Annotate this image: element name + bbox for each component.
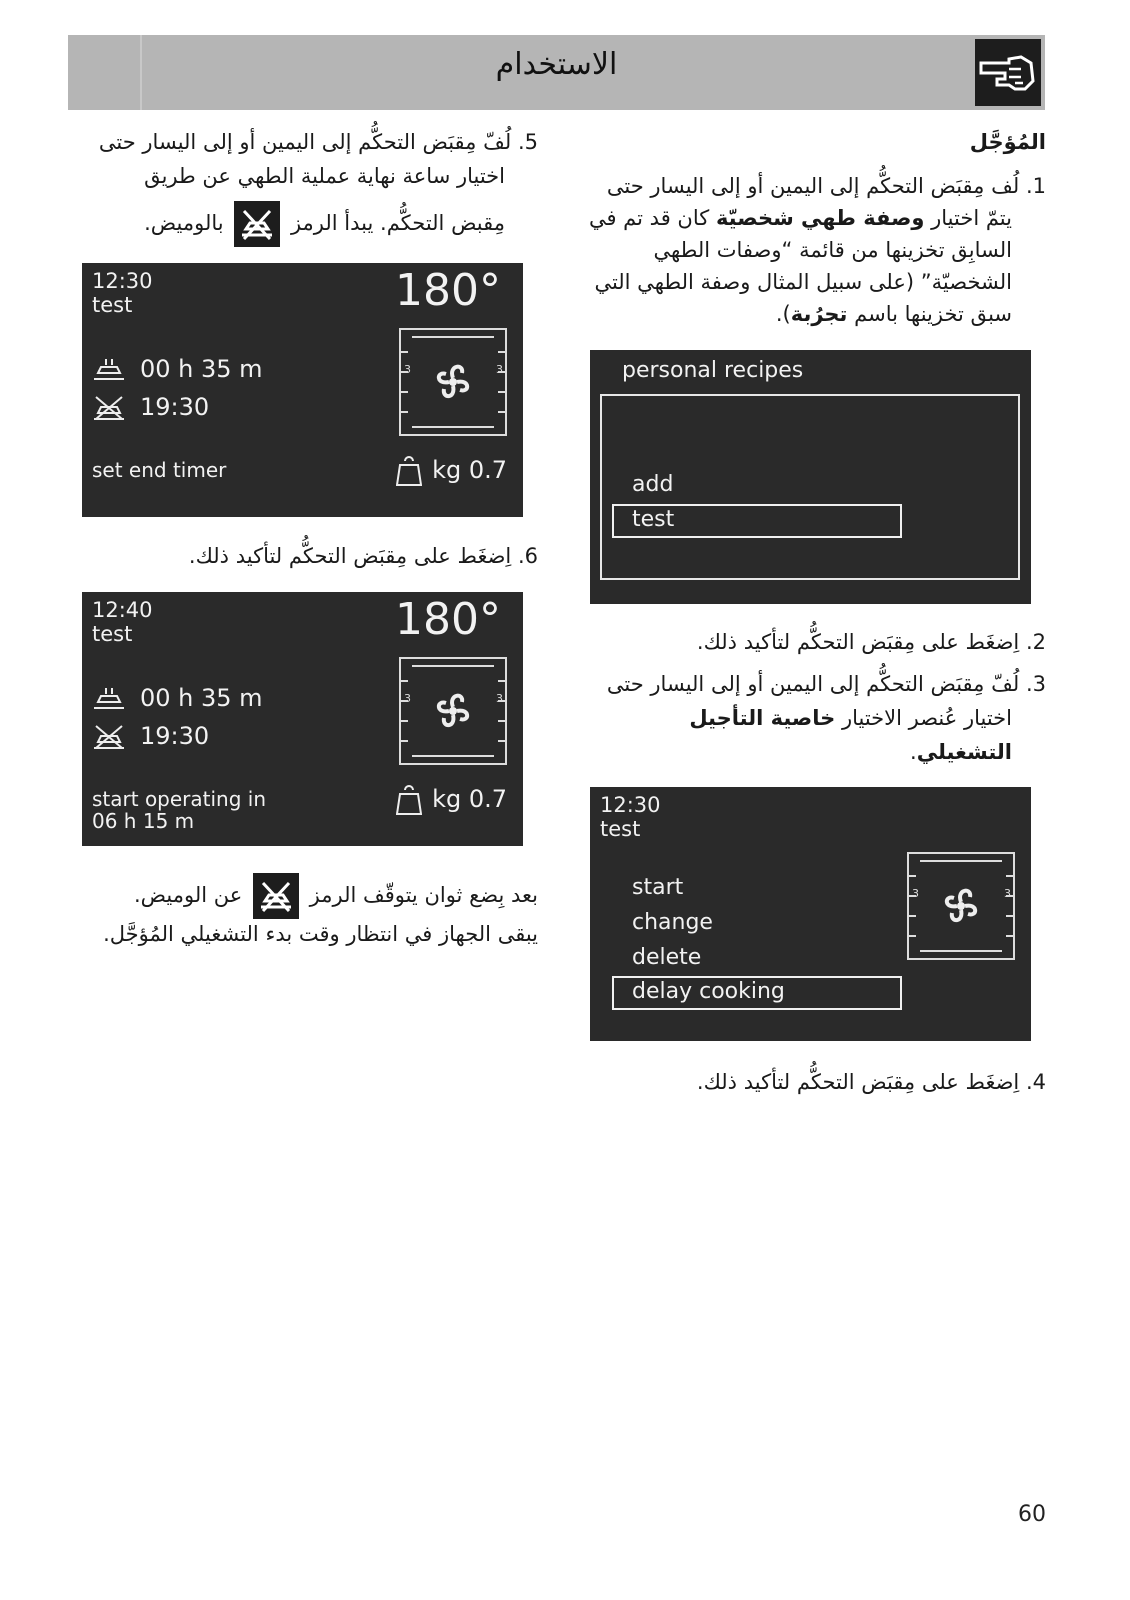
step3-text1: لُفّ مِقبَض التحكُّم إلى اليمين أو إلى اليسار حتى xyxy=(606,672,1020,696)
temperature: 180° xyxy=(395,265,501,316)
weight-icon xyxy=(396,784,422,816)
oven-display-start-operating xyxy=(82,592,523,846)
section-heading: المُؤجَّل xyxy=(969,130,1046,154)
step1-text2-bold: وصفة طهي شخصيّة xyxy=(715,206,925,230)
step6 xyxy=(68,540,538,572)
step4-number: 4. xyxy=(1025,1070,1046,1094)
menu-item-start[interactable]: start xyxy=(632,875,684,900)
page-number: 60 xyxy=(1018,1502,1046,1527)
duration-value: 00 h 35 m xyxy=(140,355,263,383)
menu-item-delete[interactable]: delete xyxy=(632,945,702,970)
note-text1b: عن الوميض. xyxy=(134,883,243,907)
step1-text2a: يتمّ اختيار xyxy=(931,206,1012,230)
recipe-name: test xyxy=(92,622,133,646)
end-timer-icon xyxy=(92,395,126,421)
status-text-line2: 06 h 15 m xyxy=(92,809,195,833)
page-header xyxy=(68,35,1045,110)
menu-item-change[interactable]: change xyxy=(632,910,713,935)
svg-text:3: 3 xyxy=(496,692,503,705)
step5-line2: اختيار ساعة نهاية عملية الطهي عن طريق xyxy=(144,164,505,188)
step3-number: 3. xyxy=(1025,672,1046,696)
weight-value: kg 0.7 xyxy=(432,456,507,484)
step6-text: اِضغَط على مِقبَض التحكُّم لتأكيد ذلك. xyxy=(188,544,512,568)
step1-line1 xyxy=(576,170,1046,202)
weight-value: kg 0.7 xyxy=(432,785,507,813)
menu-item-test[interactable]: test xyxy=(632,507,675,532)
end-time-row xyxy=(92,393,209,421)
end-time-value: 19:30 xyxy=(140,393,210,421)
step3-line1 xyxy=(576,668,1046,700)
status-text-line1: start operating in xyxy=(92,787,267,811)
step4 xyxy=(576,1066,1046,1098)
recipe-name: test xyxy=(600,817,641,841)
step5-text1: لُفّ مِقبَض التحكُّم إلى اليمين أو إلى اليسار حتى xyxy=(98,130,512,154)
step2-number: 2. xyxy=(1025,630,1046,654)
status-text: set end timer xyxy=(92,458,227,482)
svg-text:3: 3 xyxy=(404,363,411,376)
step1-line3: السابِق تخزينها من قائمة “وصفات الطهي xyxy=(653,238,1012,262)
menu-item-delay-cooking[interactable]: delay cooking xyxy=(632,979,785,1004)
step5-line3 xyxy=(65,200,505,247)
oven-display-personal-recipes xyxy=(590,350,1031,604)
clock-time: 12:30 xyxy=(600,793,661,817)
recipe-name: test xyxy=(92,293,133,317)
step2 xyxy=(576,626,1046,658)
end-time-row xyxy=(92,722,209,750)
step1-line4: الشخصيّة” (على سبيل المثال وصفة الطهي التي xyxy=(594,270,1012,294)
clock-time: 12:40 xyxy=(92,598,153,622)
step4-text: اِضغَط على مِقبَض التحكُّم لتأكيد ذلك. xyxy=(696,1070,1020,1094)
pointing-hand-icon xyxy=(975,39,1041,106)
end-timer-icon xyxy=(234,201,280,247)
oven-display-set-end-timer xyxy=(82,263,523,517)
oven-fan-icon xyxy=(906,851,1016,961)
step3-text3-bold: التشغيلي xyxy=(916,740,1012,764)
step3-text2a: اختيار عُنصر الاختيار xyxy=(841,706,1012,730)
step1-number: 1. xyxy=(1025,174,1046,198)
step5-text3b: بالوميض. xyxy=(144,211,224,235)
page-title: الاستخدام xyxy=(495,47,618,82)
step1-text5-bold: تجرُبة xyxy=(790,302,848,326)
end-time-value: 19:30 xyxy=(140,722,210,750)
duration-row xyxy=(92,684,263,712)
clock-time: 12:30 xyxy=(92,269,153,293)
oven-display-recipe-options xyxy=(590,787,1031,1041)
step1-text1: لُف مِقبَض التحكُّم إلى اليمين أو إلى اليسار حتى xyxy=(606,174,1020,198)
oven-fan-icon xyxy=(398,327,508,437)
svg-text:3: 3 xyxy=(912,887,919,900)
step5-line1 xyxy=(68,126,538,158)
menu-title: personal recipes xyxy=(622,358,804,383)
step1-line5 xyxy=(572,298,1012,330)
cooking-duration-icon xyxy=(92,357,126,383)
weight-icon xyxy=(396,455,422,487)
step5-number: 5. xyxy=(517,130,538,154)
oven-fan-icon xyxy=(398,656,508,766)
svg-text:3: 3 xyxy=(1004,887,1011,900)
end-timer-icon xyxy=(92,724,126,750)
end-timer-icon xyxy=(253,873,299,919)
step2-text: اِضغَط على مِقبَض التحكُّم لتأكيد ذلك. xyxy=(696,630,1020,654)
step3-line2 xyxy=(572,702,1012,734)
note-line1 xyxy=(68,872,538,919)
weight-row xyxy=(396,784,507,816)
svg-text:3: 3 xyxy=(404,692,411,705)
step1-line2 xyxy=(572,202,1012,234)
step1-text2b: كان قد تم في xyxy=(588,206,710,230)
note-line2: يبقى الجهاز في انتظار وقت بدء التشغيلي المُؤجَّل. xyxy=(103,922,538,946)
svg-text:3: 3 xyxy=(496,363,503,376)
step1-text5a: سبق تخزينها باسم xyxy=(854,302,1012,326)
temperature: 180° xyxy=(395,594,501,645)
step3-line3 xyxy=(572,736,1012,768)
duration-value: 00 h 35 m xyxy=(140,684,263,712)
menu-item-add[interactable]: add xyxy=(632,472,674,497)
step3-text2-bold: خاصية التأجيل xyxy=(689,706,836,730)
step1-text5b: ). xyxy=(775,302,791,326)
step6-number: 6. xyxy=(517,544,538,568)
weight-row xyxy=(396,455,507,487)
note-text1a: بعد بِضع ثوان يتوقّف الرمز xyxy=(309,883,538,907)
duration-row xyxy=(92,355,263,383)
step5-text3a: مِقبض التحكُّم. يبدأ الرمز xyxy=(290,211,505,235)
step3-text3b: . xyxy=(910,740,917,764)
cooking-duration-icon xyxy=(92,686,126,712)
